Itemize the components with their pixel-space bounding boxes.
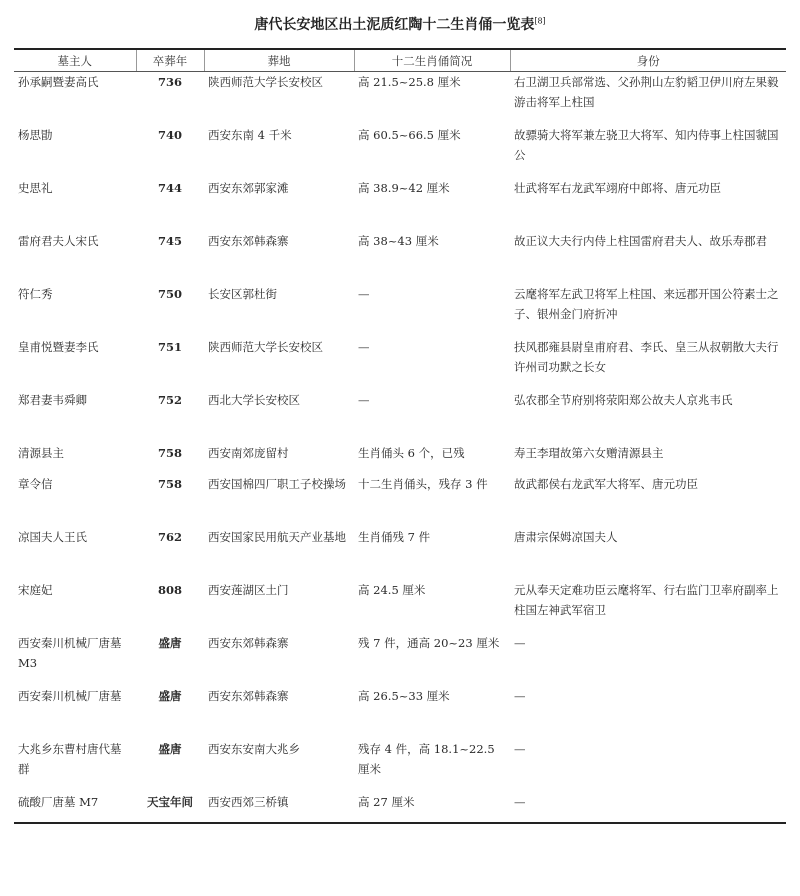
cell-figures: 高 38~43 厘米: [358, 233, 439, 248]
cell-place: 陕西师范大学长安校区: [208, 75, 323, 89]
cell-place: 西安国家民用航天产业基地: [208, 529, 346, 544]
cell-place: 长安区郭杜街: [208, 286, 277, 301]
cell-year: 744: [157, 180, 182, 195]
cell-figures: 残存 4 件，高 18.1~22.5 厘米: [358, 741, 495, 776]
cell-figures: 生肖俑残 7 件: [358, 529, 431, 544]
cell-place: 西安西郊三桥镇: [204, 792, 354, 823]
cell-identity: 元从奉天定难功臣云麾将军、行右监门卫率府副率上柱国左神武军宿卫: [514, 582, 779, 617]
cell-identity: —: [514, 741, 526, 756]
cell-owner: 史思礼: [18, 180, 53, 195]
table-title: [0, 14, 800, 34]
cell-figures: —: [358, 286, 370, 301]
cell-owner: 西安秦川机械厂唐墓 M3: [18, 635, 122, 670]
cell-identity: 弘农郡全节府别将荥阳郑公故夫人京兆韦氏: [514, 392, 733, 407]
cell-identity: 故骠骑大将军兼左骁卫大将军、知内侍事上柱国虢国公: [514, 127, 779, 162]
cell-identity: —: [514, 635, 526, 650]
cell-owner: 西安秦川机械厂唐墓: [18, 688, 122, 703]
cell-figures: 高 24.5 厘米: [358, 582, 426, 597]
cell-place: 西安国棉四厂职工子校操场: [208, 476, 346, 491]
cell-identity: 故武都侯右龙武军大将军、唐元功臣: [514, 476, 698, 491]
cell-owner: 皇甫悦暨妻李氏: [18, 339, 99, 354]
cell-identity: 故正议大夫行内侍上柱国雷府君夫人、故乐寿郡君: [514, 233, 767, 248]
cell-owner: 章令信: [18, 476, 53, 491]
header-identity: 身份: [510, 49, 786, 72]
cell-owner: 清源县主: [18, 445, 64, 460]
data-table: [14, 48, 786, 824]
cell-owner: 凉国夫人王氏: [18, 529, 87, 544]
cell-year: 808: [157, 582, 182, 597]
cell-figures: —: [358, 392, 370, 407]
table-row: [14, 443, 786, 474]
cell-year: 750: [157, 286, 182, 301]
cell-identity: —: [514, 688, 526, 703]
cell-owner: 雷府君夫人宋氏: [18, 233, 99, 248]
cell-identity: 唐肃宗保姆凉国夫人: [514, 529, 618, 544]
cell-figures: 高 27 厘米: [354, 792, 510, 823]
table-row: [14, 178, 786, 231]
cell-figures: 高 60.5~66.5 厘米: [358, 127, 461, 142]
cell-year: 762: [157, 529, 182, 544]
cell-year: 752: [157, 392, 182, 407]
header-figures: 十二生肖俑简况: [354, 49, 510, 72]
header-place: 葬地: [204, 49, 354, 72]
cell-owner: 符仁秀: [18, 286, 53, 301]
cell-identity: 云麾将军左武卫将军上柱国、来远郡开国公符素士之子、银州金门府折冲: [514, 286, 779, 321]
table-row: [14, 72, 786, 125]
cell-place: 西安莲湖区土门: [208, 582, 289, 597]
cell-year: 745: [157, 233, 182, 248]
cell-year: 736: [157, 75, 182, 89]
cell-year: 740: [157, 127, 182, 142]
table-row: [14, 390, 786, 443]
cell-owner: 郑君妻韦舜卿: [18, 392, 87, 407]
table-row: [14, 125, 786, 178]
table-row: [14, 231, 786, 284]
cell-owner: 杨思勖: [18, 127, 53, 142]
cell-year: 751: [157, 339, 182, 354]
table-row: [14, 580, 786, 633]
table-header-row: [14, 49, 786, 72]
cell-owner: 宋庭妃: [18, 582, 53, 597]
cell-year: 盛唐: [158, 741, 182, 756]
cell-year: 盛唐: [158, 635, 182, 650]
cell-place: 西北大学长安校区: [208, 392, 300, 407]
cell-year: 758: [157, 476, 182, 491]
cell-figures: 高 21.5~25.8 厘米: [358, 75, 461, 89]
cell-place: 西安东郊韩森寨: [208, 688, 289, 703]
cell-place: 西安东郊韩森寨: [208, 233, 289, 248]
table-row: [14, 284, 786, 337]
cell-place: 陕西师范大学长安校区: [208, 339, 323, 354]
cell-figures: —: [358, 339, 370, 354]
cell-place: 西安南郊庞留村: [208, 445, 289, 460]
header-year: 卒葬年: [136, 49, 204, 72]
cell-owner: 大兆乡东曹村唐代墓群: [18, 741, 122, 776]
table-row: [14, 739, 786, 792]
cell-figures: 残 7 件，通高 20~23 厘米: [358, 635, 500, 650]
table-row: [14, 337, 786, 390]
title-footnote: [8]: [534, 16, 546, 26]
header-owner: 墓主人: [14, 49, 136, 72]
cell-place: 西安东郊郭家滩: [208, 180, 289, 195]
cell-place: 西安东安南大兆乡: [208, 741, 300, 756]
cell-year: 天宝年间: [136, 792, 204, 823]
cell-figures: 高 38.9~42 厘米: [358, 180, 450, 195]
table-row: [14, 792, 786, 823]
cell-identity: 右卫湖卫兵部常选、父孙荆山左豹韬卫伊川府左果毅游击将军上柱国: [514, 75, 779, 109]
cell-year: 758: [157, 445, 182, 460]
cell-identity: 寿王李瑁故第六女赠清源县主: [514, 445, 664, 460]
cell-year: 盛唐: [158, 688, 182, 703]
table-row: [14, 474, 786, 527]
cell-identity: 扶风郡雍县尉皇甫府君、李氏、皇三从叔朝散大夫行许州司功默之长女: [514, 339, 779, 374]
cell-figures: 高 26.5~33 厘米: [358, 688, 450, 703]
title-text: 唐代长安地区出土泥质红陶十二生肖俑一览表: [254, 17, 535, 33]
cell-figures: 生肖俑头 6 个，已残: [358, 445, 465, 460]
cell-owner: 孙承嗣暨妻高氏: [18, 75, 99, 89]
cell-figures: 十二生肖俑头，残存 3 件: [358, 476, 488, 491]
table-row: [14, 633, 786, 686]
cell-place: 西安东南 4 千米: [208, 127, 292, 142]
cell-identity: —: [510, 792, 786, 823]
cell-place: 西安东郊韩森寨: [208, 635, 289, 650]
cell-owner: 硫酸厂唐墓 M7: [14, 792, 136, 823]
cell-identity: 壮武将军右龙武军翊府中郎将、唐元功臣: [514, 180, 721, 195]
table-row: [14, 686, 786, 739]
table-row: [14, 527, 786, 580]
